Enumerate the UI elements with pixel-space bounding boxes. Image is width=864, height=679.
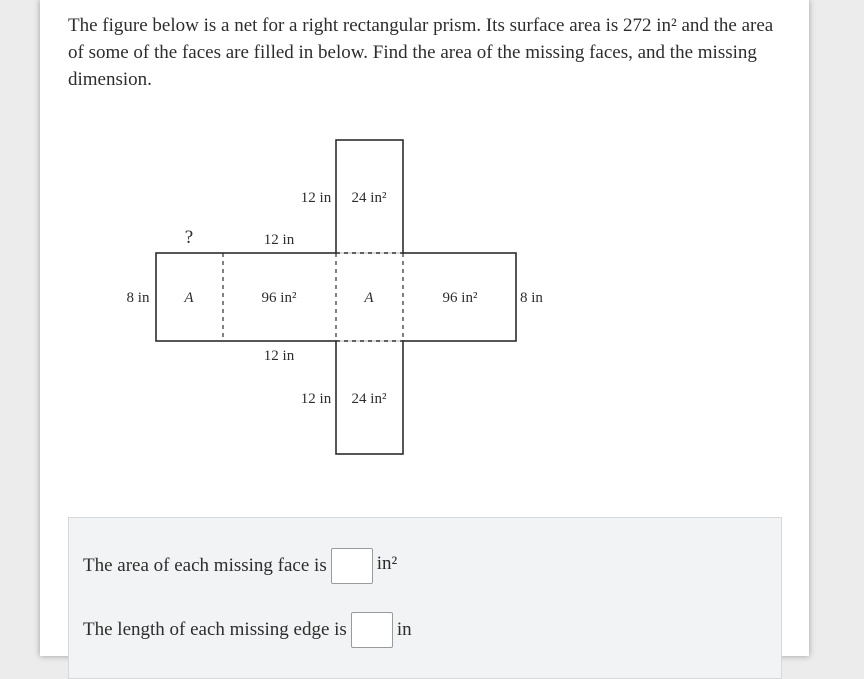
edge-answer-row: [83, 612, 412, 648]
left-height-label: 8 in: [126, 290, 150, 306]
upper-edge-label: 12 in: [263, 232, 295, 248]
answer-panel: [68, 517, 782, 679]
left-face-label: A: [184, 290, 194, 306]
area-answer-row: [83, 548, 397, 584]
prism-net-figure: [40, 0, 809, 500]
bottom-face-area-label: 24 in²: [351, 391, 387, 407]
question-text: The figure below is a net for a right rectangular prism. Its surface area is 272 in² and the area of some of the faces are filled in below. Find the area of the missing faces, and the missing dimension.: [68, 15, 774, 90]
missing-edge-label: ?: [184, 227, 194, 248]
right-height-label: 8 in: [520, 290, 543, 306]
question-card: [40, 0, 809, 656]
lower-edge-label: 12 in: [263, 348, 295, 364]
left-middle-area-label: 96 in²: [261, 290, 297, 306]
bottom-face-edge-label: 12 in: [300, 391, 332, 407]
area-prompt: The area of each missing face is: [83, 555, 327, 576]
right-face-area-label: 96 in²: [442, 290, 478, 306]
area-answer-input[interactable]: [331, 548, 373, 584]
top-face-edge-label: 12 in: [300, 190, 332, 206]
top-face-area-label: 24 in²: [351, 190, 387, 206]
edge-prompt: The length of each missing edge is: [83, 619, 347, 640]
edge-unit: in: [396, 619, 412, 640]
center-face-label: A: [364, 290, 374, 306]
area-unit: in²: [376, 553, 398, 574]
edge-answer-input[interactable]: [351, 612, 393, 648]
